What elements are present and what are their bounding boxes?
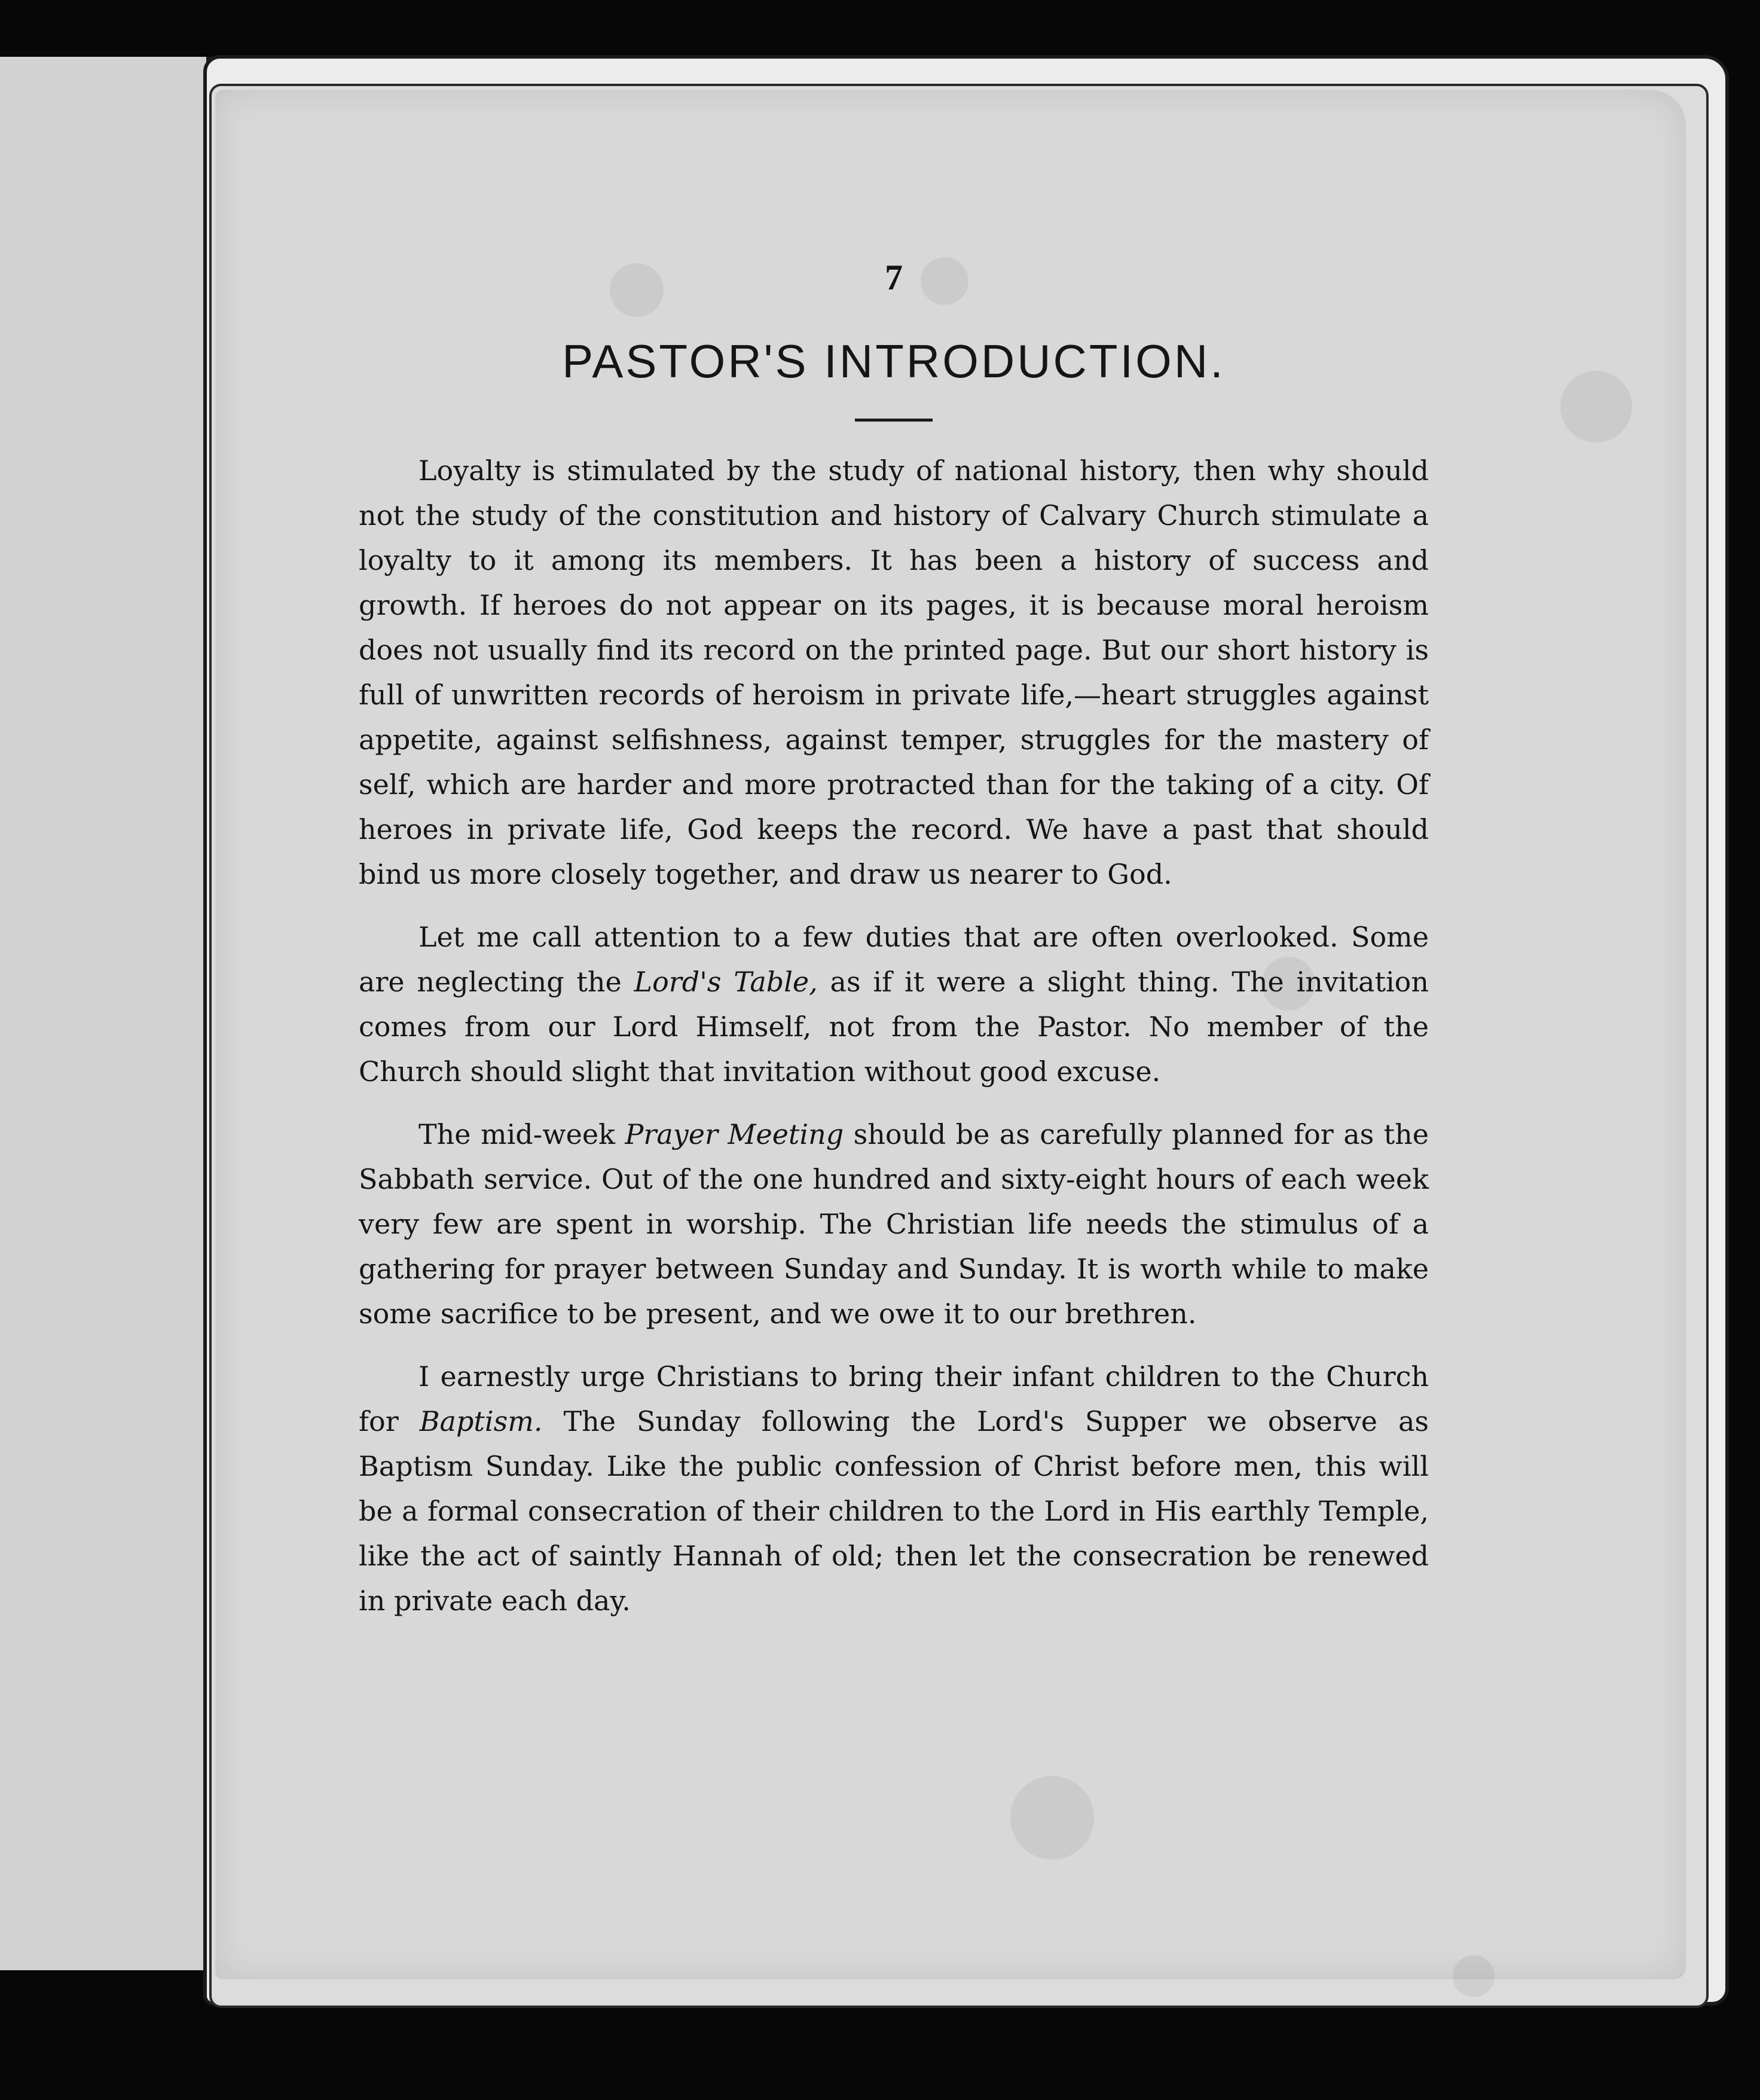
body-paragraph — [359, 915, 1429, 1094]
body-paragraph — [359, 1354, 1429, 1623]
italic-term: Baptism. — [419, 1405, 543, 1437]
paragraph-text: as if it were a slight thing. The invitation comes from our Lord Himself, not from the Pastor. No member of the Church should slight that invitation without good excuse. — [359, 966, 1429, 1088]
italic-term: Prayer Meeting — [625, 1118, 844, 1150]
body-paragraph — [359, 1112, 1429, 1336]
page-number: 7 — [885, 258, 903, 297]
paragraph-text: I earnestly urge Christians to bring their infant children to the Church for — [359, 1360, 1429, 1437]
title-divider — [855, 419, 933, 422]
page-content — [359, 257, 1429, 1641]
paragraph-text: Let me call attention to a few duties that are often overlooked. Some are neglecting the — [359, 921, 1429, 998]
paragraph-text: The mid-week — [418, 1118, 625, 1150]
paragraph-text: should be as carefully planned for as the Sabbath service. Out of the one hundred and sixty-eight hours of each week very few are spent in worship. The Christian life needs the stimulus of a gathering for prayer between Sunday and Sunday. It is worth while to make some sacrifice to be present, and we owe it to our brethren. — [359, 1118, 1429, 1330]
paragraph-text: The Sunday following the Lord's Supper we observe as Baptism Sunday. Like the public confession of Christ before men, this will be a formal consecration of their children to the Lord in His earthly Temple, like the act of saintly Hannah of old; then let the consecration be renewed in private each day. — [359, 1405, 1429, 1617]
previous-page — [0, 57, 209, 1970]
body-paragraph — [359, 448, 1429, 897]
body-text — [359, 448, 1429, 1623]
italic-term: Lord's Table, — [634, 966, 818, 998]
paragraph-text: Loyalty is stimulated by the study of national history, then why should not the study of the constitution and history of Calvary Church stimulate a loyalty to it among its members. It has been a history of success and growth. If heroes do not appear on its pages, it is because moral heroism does not usually find its record on the printed page. But our short history is full of unwritten records of heroism in private life,—heart struggles against appetite, against selfishness, against temper, struggles for the mastery of self, which are harder and more protracted than for the taking of a city. Of heroes in private life, God keeps the record. We have a past that should bind us more closely together, and draw us nearer to God. — [359, 454, 1429, 890]
page-title: PASTOR'S INTRODUCTION. — [562, 335, 1226, 387]
